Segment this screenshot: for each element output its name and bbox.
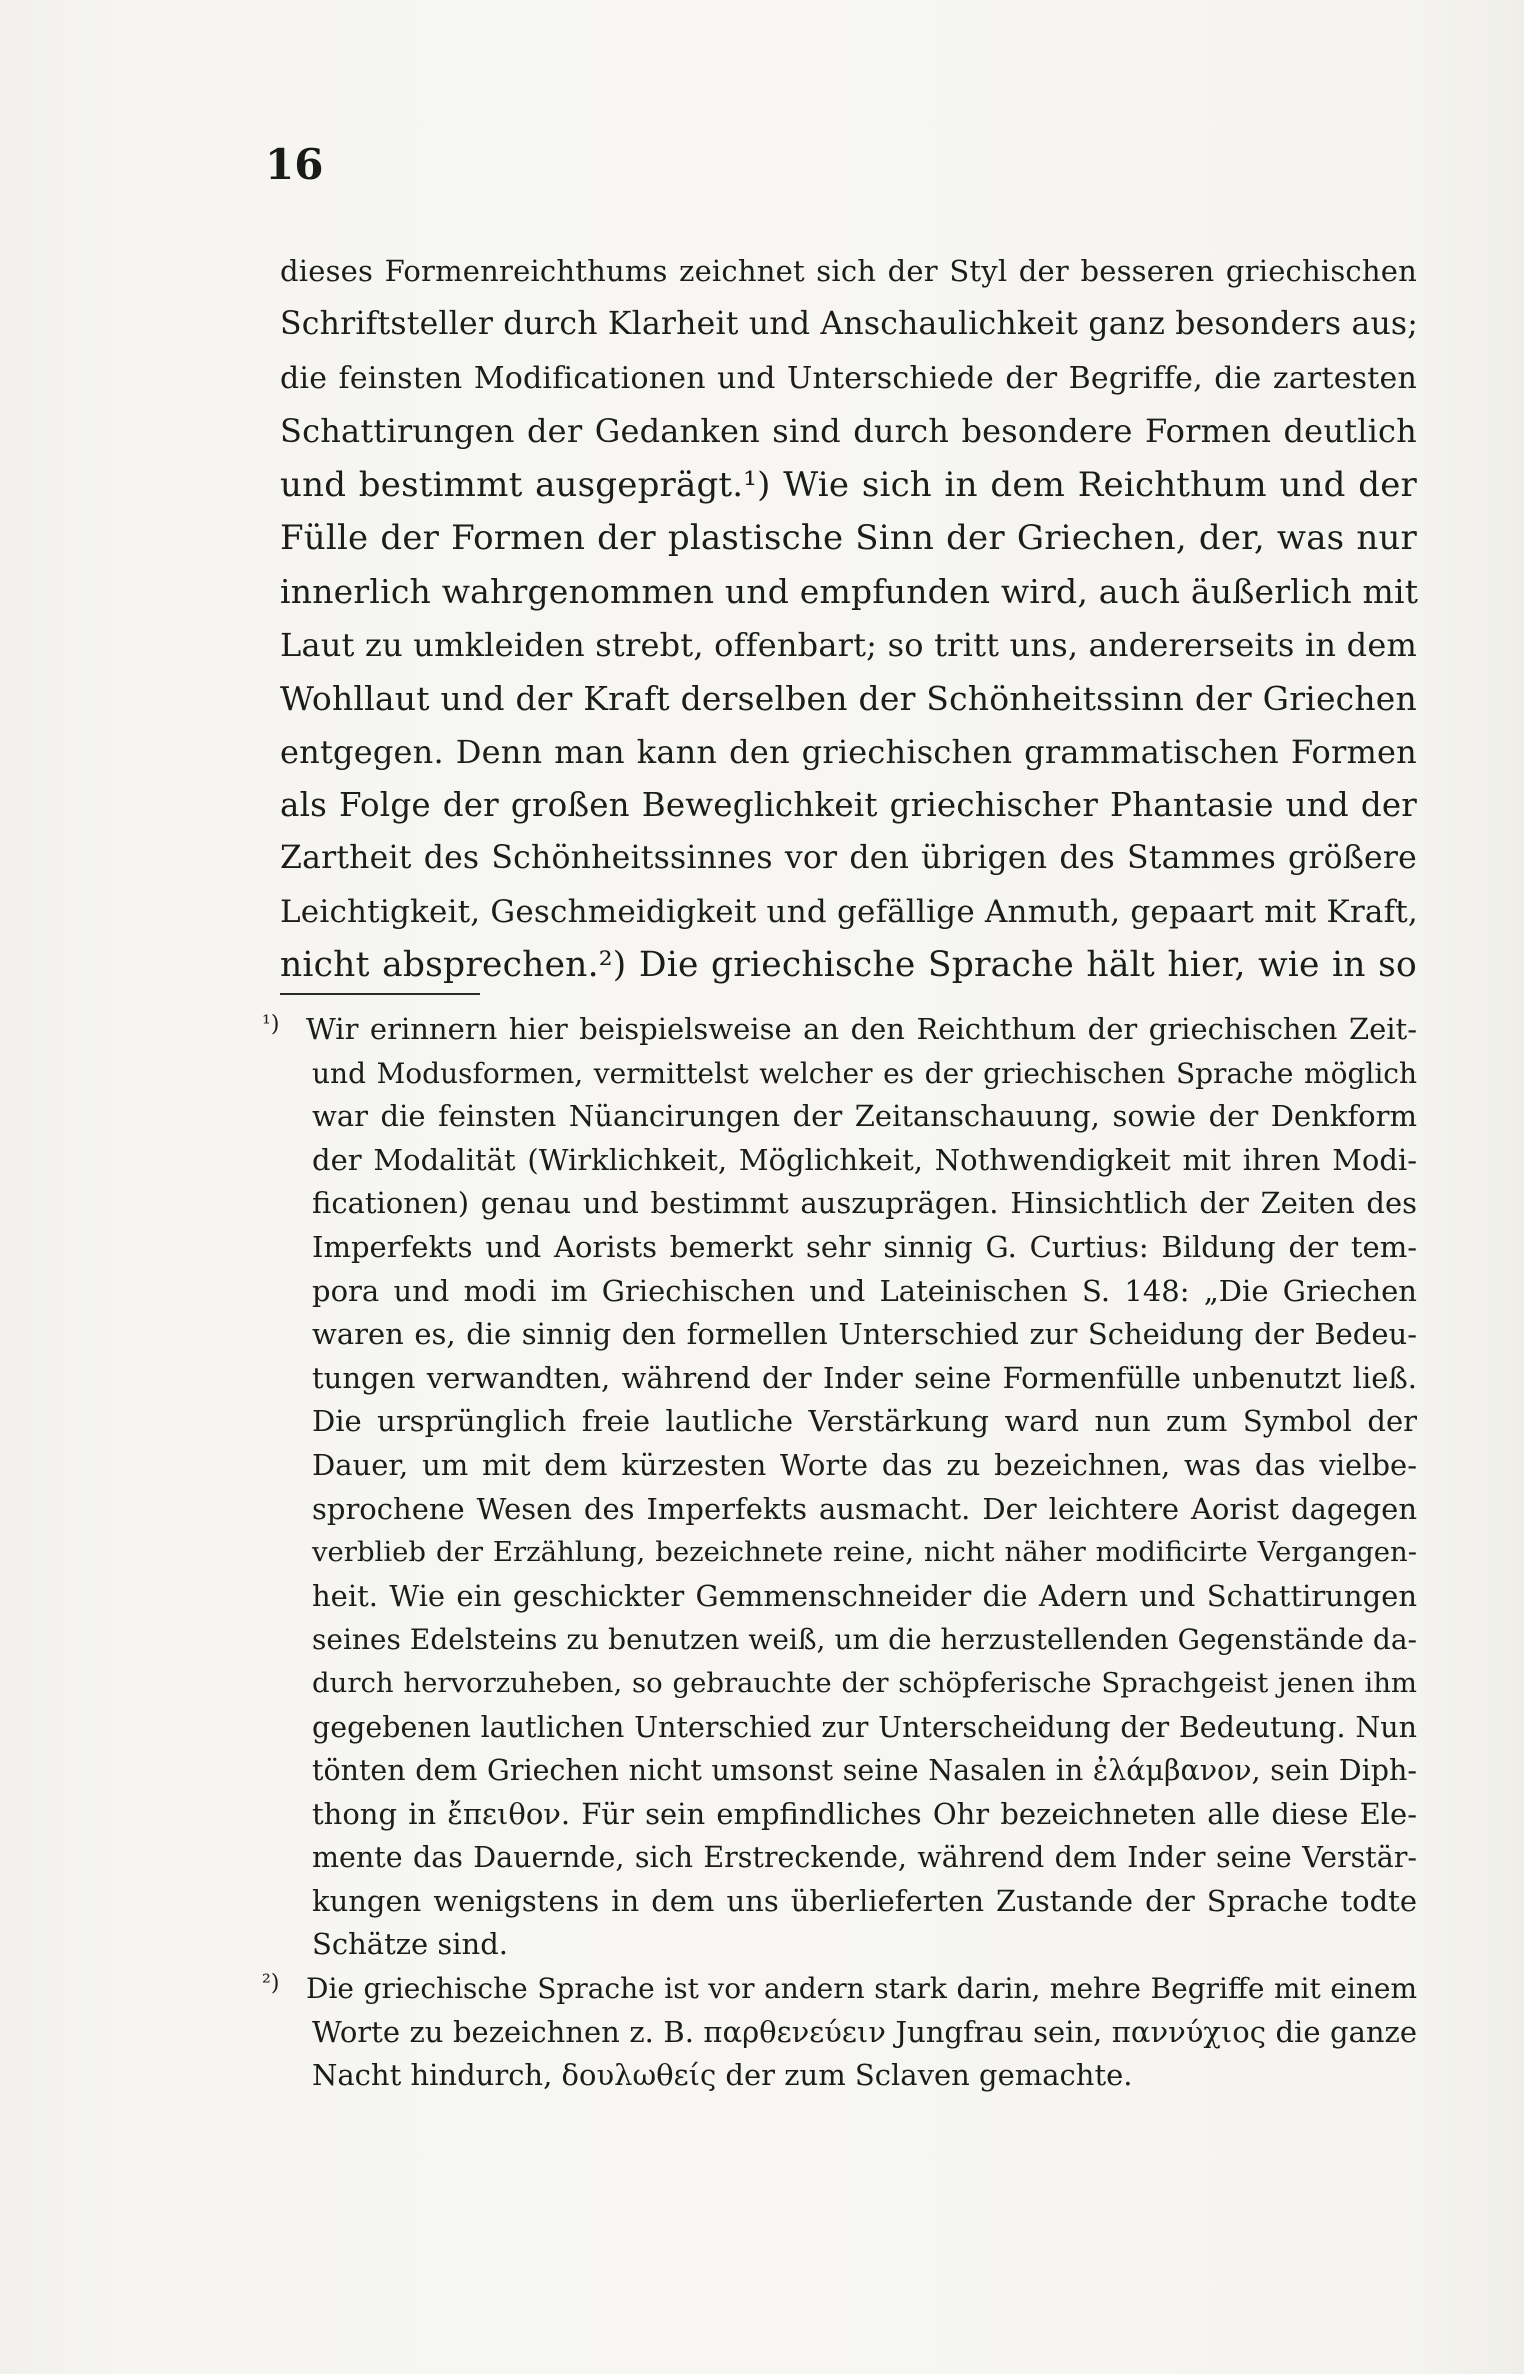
text-line: Wohllaut und der Kraft derselben der Schönheitssinn der Griechen: [280, 679, 1417, 719]
footnote-line: Worte zu bezeichnen z. B. παρθενεύειν Jungfrau sein, παννύχιος die ganze: [312, 2014, 1417, 2049]
text-line: und bestimmt ausgeprägt.¹) Wie sich in dem Reichthum und der: [280, 464, 1417, 505]
footnote-line: verblieb der Erzählung, bezeichnete reine, nicht näher modificirte Vergangen-: [312, 1536, 1417, 1569]
footnote-line: tönten dem Griechen nicht umsonst seine Nasalen in ἐλάμβανον, sein Diph-: [312, 1754, 1417, 1788]
footnote-line: Dauer, um mit dem kürzesten Worte das zu bezeichnen, was das vielbe-: [312, 1447, 1417, 1482]
footnote-line: heit. Wie ein geschickter Gemmenschneider die Adern und Schattirungen: [312, 1578, 1417, 1613]
footnote-line: ficationen) genau und bestimmt auszuprägen. Hinsichtlich der Zeiten des: [312, 1186, 1417, 1221]
footnote-line: der Modalität (Wirklichkeit, Möglichkeit, Nothwendigkeit mit ihren Modi-: [312, 1142, 1417, 1177]
text-line: als Folge der großen Beweglichkeit griechischer Phantasie und der: [280, 785, 1417, 824]
footnote-line: gegebenen lautlichen Unterschied zur Unterscheidung der Bedeutung. Nun: [312, 1710, 1417, 1744]
footnotes: [262, 1008, 1417, 2098]
footnote-line: war die feinsten Nüancirungen der Zeitanschauung, sowie der Denkform: [312, 1099, 1417, 1134]
footnote-line: ¹) Wir erinnern hier beispielsweise an den Reichthum der griechischen Zeit-: [262, 1008, 1417, 1052]
footnote-line: Die ursprünglich freie lautliche Verstärkung ward nun zum Symbol der: [312, 1404, 1417, 1439]
main-text: [280, 245, 1417, 992]
text-line: nicht absprechen.²) Die griechische Sprache hält hier, wie in so: [280, 945, 1417, 986]
text-line: Zartheit des Schönheitssinnes vor den übrigen des Stammes größere: [280, 840, 1417, 877]
text-line: Laut zu umkleiden strebt, offenbart; so tritt uns, andererseits in dem: [280, 625, 1417, 664]
footnote-line: ²) Die griechische Sprache ist vor andern stark darin, mehre Begriffe mit einem: [262, 1967, 1417, 2011]
footnote-line: Schätze sind.: [312, 1927, 509, 1962]
text-line: innerlich wahrgenommen und empfunden wird, auch äußerlich mit: [280, 572, 1419, 612]
footnote-line: Nacht hindurch, δουλωθείς der zum Sclaven gemachte.: [312, 2058, 1133, 2093]
footnote-line: waren es, die sinnig den formellen Unterschied zur Scheidung der Bedeu-: [312, 1317, 1417, 1352]
footnote-line: mente das Dauernde, sich Erstreckende, während dem Inder seine Verstär-: [312, 1841, 1417, 1875]
text-line: Leichtigkeit, Geschmeidigkeit und gefällige Anmuth, gepaart mit Kraft,: [280, 893, 1418, 930]
footnote-1: [262, 1008, 1417, 1967]
footnote-line: sprochene Wesen des Imperfekts ausmacht. Der leichtere Aorist dagegen: [312, 1491, 1417, 1526]
footnote-line: seines Edelsteins zu benutzen weiß, um die herzustellenden Gegenstände da-: [312, 1623, 1417, 1657]
footnote-marker: ¹): [262, 1012, 280, 1037]
footnote-marker: ²): [262, 1971, 280, 1997]
footnote-line: pora und modi im Griechischen und Lateinischen S. 148: „Die Griechen: [312, 1273, 1417, 1308]
footnote-rule: [280, 993, 480, 995]
text-line: Schriftsteller durch Klarheit und Anschaulichkeit ganz besonders aus;: [280, 306, 1419, 343]
footnote-2: [262, 1967, 1417, 2098]
footnote-line: kungen wenigstens in dem uns überlieferten Zustande der Sprache todte: [312, 1883, 1417, 1918]
text-line: entgegen. Denn man kann den griechischen grammatischen Formen: [280, 732, 1417, 771]
footnote-line: und Modusformen, vermittelst welcher es der griechischen Sprache möglich: [312, 1056, 1417, 1090]
text-line: dieses Formenreichthums zeichnet sich der Styl der besseren griechischen: [280, 254, 1417, 288]
footnote-line: tungen verwandten, während der Inder seine Formenfülle unbenutzt ließ.: [312, 1360, 1417, 1395]
footnote-line: thong in ἔπειθον. Für sein empfindliches Ohr bezeichneten alle diese Ele-: [312, 1796, 1417, 1831]
text-line: Schattirungen der Gedanken sind durch besondere Formen deutlich: [280, 412, 1417, 451]
text-line: die feinsten Modificationen und Unterschiede der Begriffe, die zartesten: [280, 360, 1417, 396]
page-number: 16: [265, 140, 324, 189]
footnote-line: durch hervorzuheben, so gebrauchte der schöpferische Sprachgeist jenen ihm: [312, 1666, 1417, 1699]
text-line: Fülle der Formen der plastische Sinn der Griechen, der, was nur: [280, 517, 1417, 558]
footnote-line: Imperfekts und Aorists bemerkt sehr sinnig G. Curtius: Bildung der tem-: [312, 1229, 1417, 1264]
